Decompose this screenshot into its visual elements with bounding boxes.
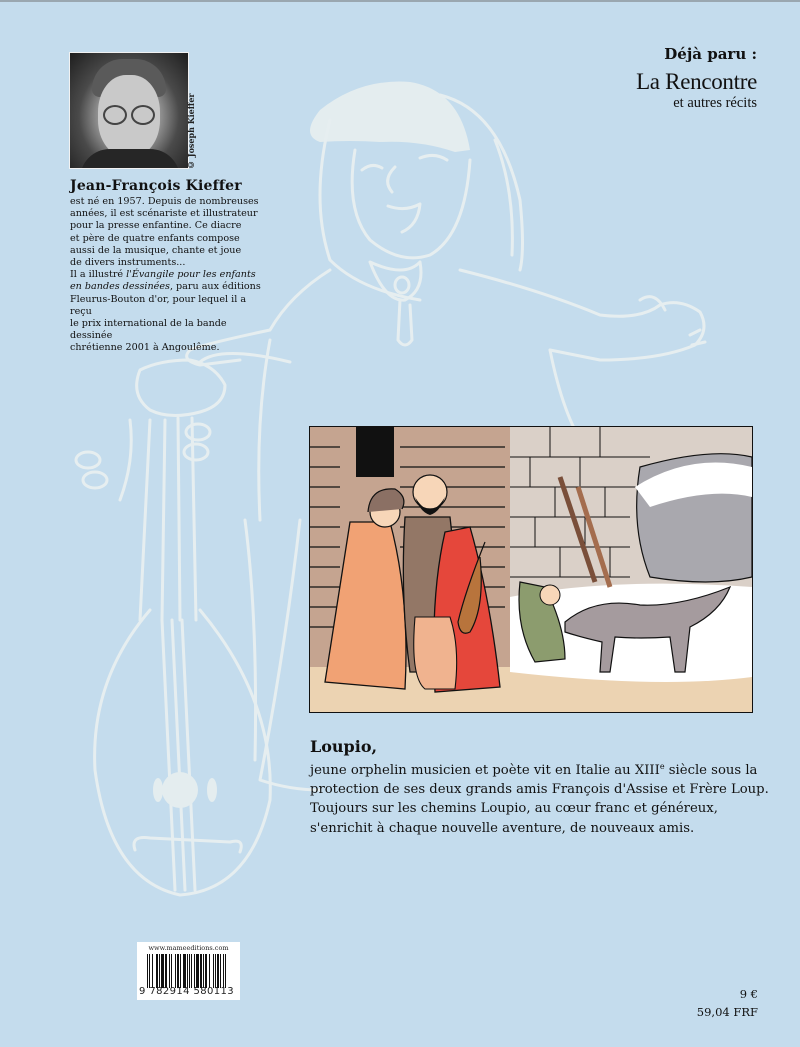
bg-eye-left <box>362 165 382 170</box>
bg-arm-right <box>460 270 704 360</box>
hero-text-part1: jeune orphelin musicien et poète vit en Italie au XIII <box>310 763 660 778</box>
already-published-label: Déjà paru : <box>664 45 757 63</box>
bg-lute-peg <box>186 424 210 440</box>
price-franc: 59,04 FRF <box>696 1005 758 1019</box>
child-figure <box>414 617 457 689</box>
publisher-url: www.mameeditions.com <box>148 944 229 952</box>
bg-hand-left <box>137 360 225 416</box>
bg-hood-inner <box>495 140 512 255</box>
bg-collar <box>370 262 421 345</box>
kid-head <box>540 585 560 605</box>
barcode <box>137 942 240 1000</box>
hero-description <box>310 757 770 838</box>
photo-glasses-left <box>103 105 127 125</box>
comic-illustration <box>309 426 753 713</box>
bg-lute-peg <box>76 452 100 468</box>
barcode-bar <box>225 954 226 988</box>
price-euro: 9 € <box>739 987 758 1001</box>
bg-hair <box>310 82 470 152</box>
bg-lute-bridge <box>134 838 241 853</box>
hero-text-part2: siècle sous la protection de ses deux grands amis François d'Assise et Frère Loup. Toujours sur les chemins Loupio, au cœur franc et généreux, s'enrichit à chaque nouvelle aventure, de nouveaux amis. <box>310 763 769 836</box>
bg-eye-right <box>420 155 447 160</box>
bio-book-title-2: en bandes dessinées <box>70 281 170 293</box>
bg-lute-rosette-petal <box>153 778 163 802</box>
isbn-digits: 9 782914 580113 <box>139 986 235 997</box>
bio-book-title-1: l'Évangile pour les enfants <box>126 269 256 281</box>
bg-lute-strings <box>162 620 195 890</box>
author-photo <box>69 52 189 169</box>
bg-nose <box>388 167 395 192</box>
bg-lute-peg <box>184 444 208 460</box>
author-name: Jean-François Kieffer <box>70 178 242 194</box>
bg-lute-rosette <box>162 772 198 808</box>
hero-text-superscript: e <box>659 762 665 771</box>
previous-book-subtitle: et autres récits <box>673 95 757 111</box>
author-bio <box>70 196 270 355</box>
photo-credit: © Joseph Kieffer <box>186 93 196 170</box>
doorway <box>356 427 394 477</box>
hero-name: Loupio, <box>310 737 378 756</box>
bg-hand-finger <box>200 354 290 363</box>
bg-collar-button <box>395 277 409 293</box>
photo-glasses-right <box>131 105 155 125</box>
previous-book-title: La Rencontre <box>636 69 757 94</box>
bg-lute-rosette-petal <box>207 778 217 802</box>
bg-lute-peg <box>83 472 107 488</box>
bio-text-2: , paru aux éditions Fleurus-Bouton d'or, pour lequel il a reçu le prix international de la bande dessinée chrétienne 2001 à Angoulême. <box>70 281 261 354</box>
barcode-bars <box>147 954 235 988</box>
bio-text: est né en 1957. Depuis de nombreuses années, il est scénariste et illustrateur pour la presse enfantine. Ce diacre et père de quatre enfants compose aussi de la musique, chante et joue de divers instruments... Il a illustré <box>70 196 259 281</box>
bg-mouth <box>388 204 420 232</box>
photo-shirt <box>80 149 180 169</box>
